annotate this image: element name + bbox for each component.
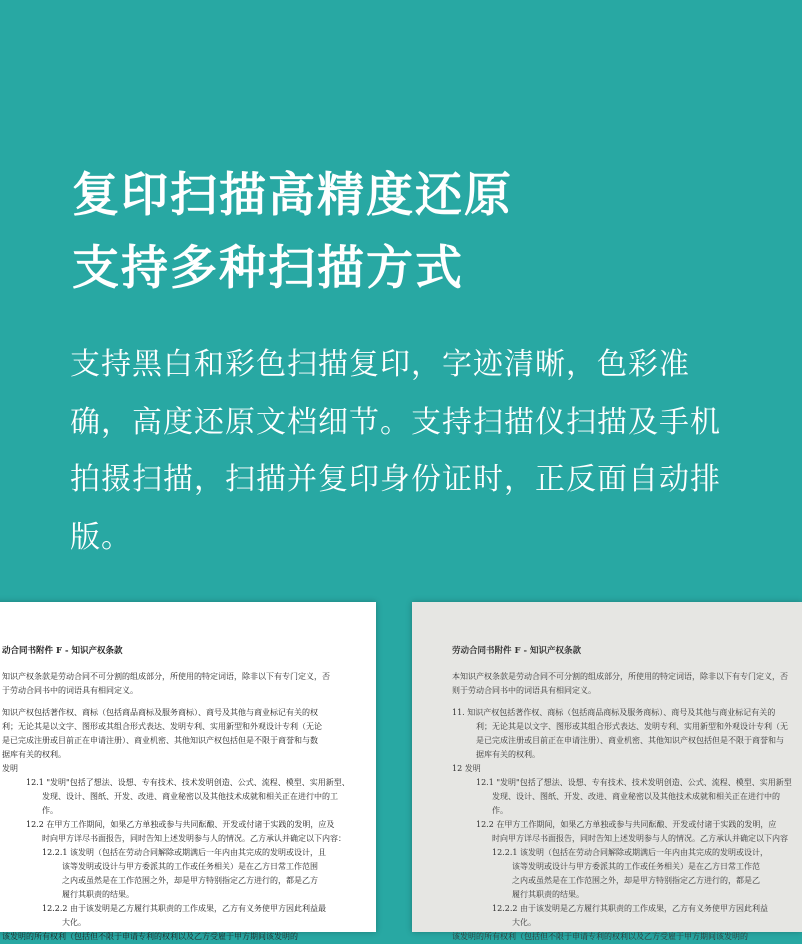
document-line: 12.1 "发明"包括了想法、设想、专有技术、技术发明创造、公式、流程、模型、实用新型、 (26, 778, 350, 787)
document-line: 是已完成注册或目前正在申请注册）、商业机密、其他知识产权包括但是不限于商誉和与 (476, 736, 784, 745)
document-line: 11. 知识产权包括著作权、商标（包括商品商标及服务商标）、商号及其他与商业标记有关的 (452, 708, 776, 717)
document-line: 12.2.1 该发明（包括在劳动合同解除或期满后一年内由其完成的发明或设计， (492, 848, 768, 857)
document-line: 大化。 (62, 918, 86, 927)
document-line: 时向甲方详尽书面报告，同时告知上述发明参与人的情况。乙方承认并确定以下内容： (42, 834, 346, 843)
document-line: 发现、设计、图纸、开发、改进、商业秘密以及其他技术成就和相关正在进行中的工 (42, 792, 338, 801)
document-line: 该发明的所有权利（包括但不限于申请专利的权利以及乙方受雇于甲方期间该发明的 (452, 932, 748, 941)
headline-line-2: 支持多种扫描方式 (72, 241, 464, 296)
document-line: 作。 (42, 806, 58, 815)
document-line: 履行其职责的结果。 (62, 890, 134, 899)
document-line: 大化。 (512, 918, 536, 927)
document-line: 于劳动合同书中的词语具有相同定义。 (2, 686, 138, 695)
document-line: 发明 (2, 764, 18, 773)
document-line: 利；无论其是以文字、图形或其组合形式表达、发明专利、实用新型和外观设计专利（无论 (2, 722, 322, 731)
document-line: 利；无论其是以文字、图形或其组合形式表达、发明专利、实用新型和外观设计专利（无 (476, 722, 788, 731)
document-line: 本知识产权条款是劳动合同不可分割的组成部分，所使用的特定词语，除非以下有专门定义，否 (452, 672, 788, 681)
document-line: 12.2 在甲方工作期间，如果乙方单独或参与共同酝酿、开发或付诸于实践的发明，应及 (26, 820, 335, 829)
document-line: 知识产权条款是劳动合同不可分割的组成部分，所使用的特定词语，除非以下有专门定义，否 (2, 672, 330, 681)
document-line: 之内或虽然是在工作范围之外，却是甲方特别指定乙方进行的，都是乙 (512, 876, 760, 885)
document-line: 12.2.1 该发明（包括在劳动合同解除或期满后一年内由其完成的发明或设计，且 (42, 848, 326, 857)
scanned-document-color (412, 602, 802, 941)
document-title: 劳动合同书附件 F - 知识产权条款 (452, 646, 581, 656)
document-line: 该等发明或设计与甲方委派其的工作或任务相关）是在乙方日常工作范围 (62, 862, 318, 871)
document-line: 12.2.2 由于该发明是乙方履行其职责的工作成果，乙方有义务使甲方因此利益最 (42, 904, 326, 913)
document-line: 12 发明 (452, 764, 481, 773)
feature-description: 支持黑白和彩色扫描复印，字迹清晰，色彩准确，高度还原文档细节。支持扫描仪扫描及手机拍摄扫描，扫描并复印身份证时，正反面自动排版。 (70, 347, 721, 555)
document-line: 据库有关的权利。 (476, 750, 540, 759)
document-line: 12.2.2 由于该发明是乙方履行其职责的工作成果，乙方有义务使甲方因此利益 (492, 904, 768, 913)
document-line: 之内或虽然是在工作范围之外，却是甲方特别指定乙方进行的，都是乙方 (62, 876, 318, 885)
document-line: 是已完成注册或目前正在申请注册）、商业机密、其他知识产权包括但是不限于商誉和与数 (2, 736, 318, 745)
scanned-document-bw (0, 602, 376, 941)
document-title: 动合同书附件 F - 知识产权条款 (2, 646, 123, 656)
document-line: 据库有关的权利。 (2, 750, 66, 759)
document-line: 则于劳动合同书中的词语具有相同定义。 (452, 686, 596, 695)
document-line: 发现、设计、图纸、开发、改进、商业秘密以及其他技术成就和相关正在进行中的 (492, 792, 780, 801)
document-line: 该发明的所有权利（包括但不限于申请专利的权利以及乙方受雇于甲方期间该发明的 (2, 932, 298, 941)
document-line: 时向甲方详尽书面报告，同时告知上述发明参与人的情况。乙方承认并确定以下内容 (492, 834, 788, 843)
document-line: 作。 (492, 806, 508, 815)
headline-line-1: 复印扫描高精度还原 (72, 168, 513, 223)
document-line: 12.2 在甲方工作期间，如果乙方单独或参与共同酝酿、开发或付诸于实践的发明，应 (476, 820, 777, 829)
document-line: 履行其职责的结果。 (512, 890, 584, 899)
document-line: 12.1 "发明"包括了想法、设想、专有技术、技术发明创造、公式、流程、模型、实用新型 (476, 778, 792, 787)
document-line: 该等发明或设计与甲方委派其的工作或任务相关）是在乙方日常工作范 (512, 862, 760, 871)
document-line: 知识产权包括著作权、商标（包括商品商标及服务商标）、商号及其他与商业标记有关的权 (2, 708, 318, 717)
